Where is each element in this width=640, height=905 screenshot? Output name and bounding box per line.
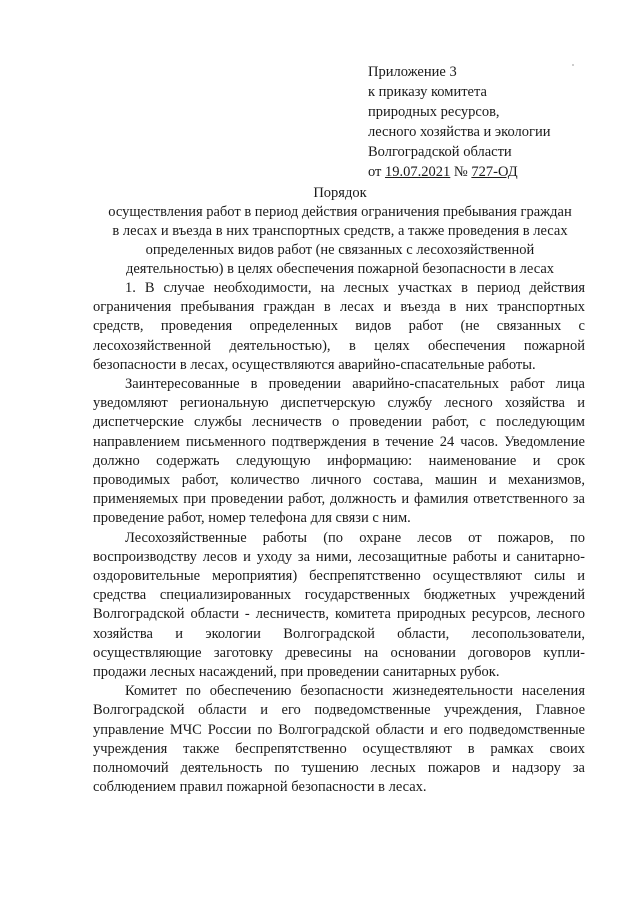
order-number: 727-ОД — [471, 164, 518, 180]
title-heading: Порядок — [313, 185, 367, 201]
appendix-order-ref: к приказу комитета — [368, 84, 487, 100]
order-date: 19.07.2021 — [385, 164, 451, 180]
paragraph-4: Комитет по обеспечению безопасности жизнедеятельности населения Волгоградской области и его подведомственные учреждения, Главное управление МЧС России по Волгоградской области и его подведомственные учреждения также беспрепятственно осуществляют в рамках своих полномочий деятельность по тушению лесных пожаров и надзору за соблюдением правил пожарной безопасности в лесах. — [93, 683, 585, 796]
number-sign: № — [453, 164, 468, 180]
date-prefix: от — [368, 164, 382, 180]
appendix-committee-line2: лесного хозяйства и экологии — [368, 124, 551, 140]
appendix-number: Приложение 3 — [368, 64, 457, 80]
title-line: определенных видов работ (не связанных с лесохозяйственной — [145, 242, 535, 258]
paragraph-1: 1. В случае необходимости, на лесных участках в период действия ограничения пребывания граждан в лесах и въезда в них транспортных средств, проведения определенных видов работ (не связанных с лесохозяйственной деятельностью), в целях обеспечения пожарной безопасности в лесах, осуществляются аварийно-спасательные работы. — [93, 280, 585, 373]
appendix-header — [368, 62, 618, 182]
document-body — [93, 279, 585, 797]
title-line: осуществления работ в период действия ограничения пребывания граждан — [108, 204, 572, 220]
appendix-region: Волгоградской области — [368, 144, 512, 160]
document-title — [80, 184, 600, 279]
paragraph-2: Заинтересованные в проведении аварийно-спасательных работ лица уведомляют региональную диспетчерскую службу лесного хозяйства и диспетчерские службы лесничеств о проведении работ, с последующим направлением письменного подтверждения в течение 24 часов. Уведомление должно содержать следующую информацию: наименование и срок проводимых работ, количество личного состава, машин и механизмов, применяемых при проведении работ, должность и фамилия ответственного за проведение работ, номер телефона для связи с ним. — [93, 376, 585, 527]
title-line: деятельностью) в целях обеспечения пожарной безопасности в лесах — [125, 261, 555, 277]
appendix-committee-line1: природных ресурсов, — [368, 104, 500, 120]
paragraph-3: Лесохозяйственные работы (по охране лесов от пожаров, по воспроизводству лесов и уходу за ними, лесозащитные работы и санитарно-оздоровительные мероприятия) беспрепятственно осуществляют силы и средства специализированных государственных бюджетных учреждений Волгоградской области - лесничеств, комитета природных ресурсов, лесного хозяйства и экологии Волгоградской области, лесопользователи, осуществляющие заготовку древесины на основании договоров купли-продажи лесных насаждений, при проведении санитарных рубок. — [93, 529, 585, 681]
title-line: в лесах и въезда в них транспортных средств, а также проведения в лесах — [112, 223, 568, 239]
appendix-date-line — [368, 162, 618, 182]
